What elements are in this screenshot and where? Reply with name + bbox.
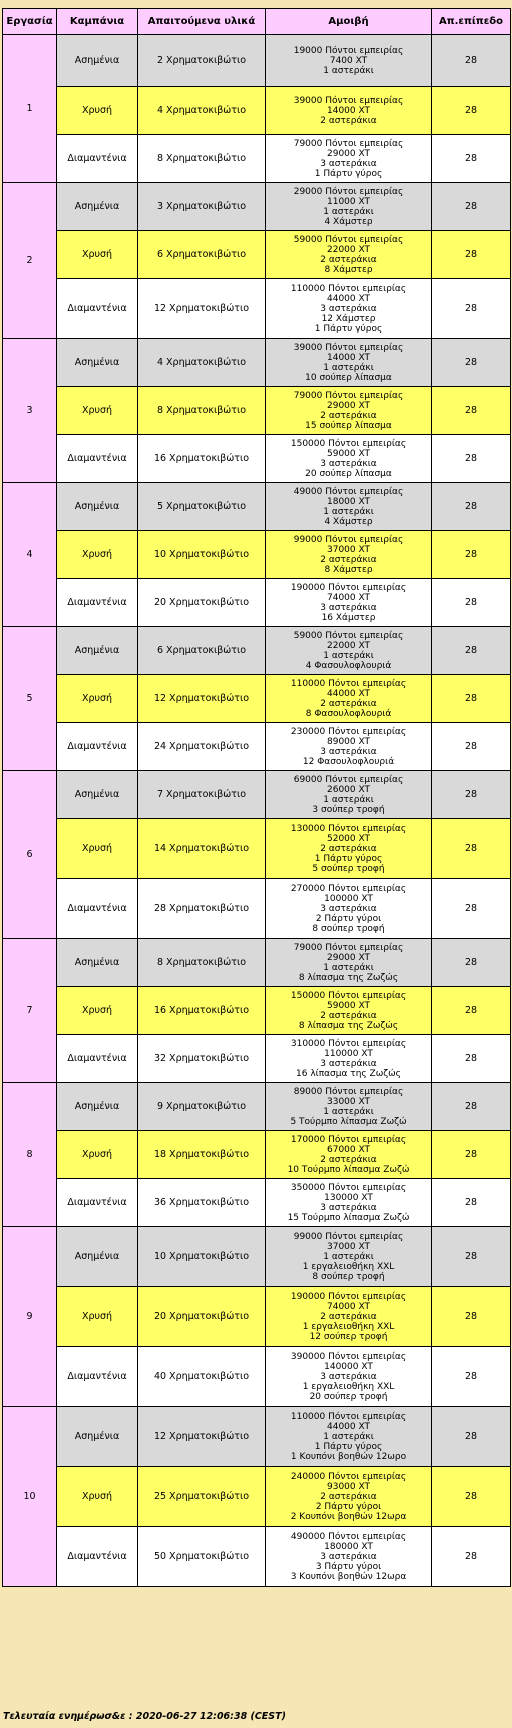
table-row	[3, 579, 511, 627]
campaign-cell: Ασημένια	[57, 183, 138, 231]
reward-line: 3 Κουπόνι βοηθών 12ωρα	[290, 1571, 407, 1582]
header-materials: Απαιτούμενα υλικά	[138, 9, 266, 35]
materials-cell: 6 Χρηματοκιβώτιο	[138, 627, 266, 675]
materials-cell: 12 Χρηματοκιβώτιο	[138, 279, 266, 339]
level-cell: 28	[432, 231, 511, 279]
reward-line: 180000 XT	[324, 1541, 373, 1552]
campaign-cell: Χρυσή	[57, 231, 138, 279]
reward-line: 3 αστεράκια	[320, 746, 377, 757]
materials-cell: 8 Χρηματοκιβώτιο	[138, 387, 266, 435]
materials-cell: 50 Χρηματοκιβώτιο	[138, 1527, 266, 1587]
reward-line: 99000 Πόντοι εμπειρίας	[293, 534, 404, 545]
reward-line: 1 αστεράκι	[323, 362, 374, 373]
reward-line: 59000 Πόντοι εμπειρίας	[293, 630, 404, 641]
table-header-row	[3, 9, 511, 35]
level-cell: 28	[432, 183, 511, 231]
campaign-cell: Ασημένια	[57, 1083, 138, 1131]
reward-line: 140000 XT	[324, 1361, 373, 1372]
reward-line: 74000 XT	[327, 592, 370, 603]
table-row	[3, 939, 511, 987]
reward-line: 3 αστεράκια	[320, 158, 377, 169]
reward-cell	[266, 87, 432, 135]
reward-line: 310000 Πόντοι εμπειρίας	[290, 1038, 407, 1049]
level-cell: 28	[432, 819, 511, 879]
reward-line: 1 Πάρτυ γύρος	[314, 323, 383, 334]
header-task: Εργασία	[3, 9, 57, 35]
reward-cell	[266, 1131, 432, 1179]
materials-cell: 2 Χρηματοκιβώτιο	[138, 35, 266, 87]
reward-line: 3 αστεράκια	[320, 303, 377, 314]
reward-line: 2 αστεράκια	[320, 843, 377, 854]
reward-line: 490000 Πόντοι εμπειρίας	[290, 1531, 407, 1542]
reward-line: 10 Τούρμπο λίπασμα Ζωζώ	[287, 1164, 410, 1175]
materials-cell: 4 Χρηματοκιβώτιο	[138, 339, 266, 387]
campaign-table	[2, 8, 511, 1587]
reward-line: 8 σούπερ τροφή	[312, 923, 385, 934]
materials-cell: 14 Χρηματοκιβώτιο	[138, 819, 266, 879]
reward-line: 2 αστεράκια	[320, 410, 377, 421]
campaign-cell: Χρυσή	[57, 1131, 138, 1179]
reward-line: 1 αστεράκι	[323, 65, 374, 76]
reward-line: 59000 XT	[327, 1000, 370, 1011]
table-row	[3, 135, 511, 183]
table-row	[3, 35, 511, 87]
task-number: 3	[3, 339, 57, 483]
reward-line: 1 αστεράκι	[323, 650, 374, 661]
reward-line: 39000 Πόντοι εμπειρίας	[293, 95, 404, 106]
reward-line: 44000 XT	[327, 1421, 370, 1432]
reward-cell	[266, 723, 432, 771]
reward-cell	[266, 579, 432, 627]
reward-cell	[266, 231, 432, 279]
reward-line: 2 αστεράκια	[320, 698, 377, 709]
reward-line: 93000 XT	[327, 1481, 370, 1492]
reward-line: 1 εργαλειοθήκη XXL	[302, 1321, 395, 1332]
table-row	[3, 1407, 511, 1467]
reward-line: 1 εργαλειοθήκη XXL	[302, 1381, 395, 1392]
level-cell: 28	[432, 279, 511, 339]
campaign-cell: Διαμαντένια	[57, 135, 138, 183]
reward-line: 8 λίπασμα της Ζωζώς	[298, 972, 399, 983]
reward-line: 33000 XT	[327, 1096, 370, 1107]
materials-cell: 24 Χρηματοκιβώτιο	[138, 723, 266, 771]
table-row	[3, 879, 511, 939]
reward-line: 44000 XT	[327, 688, 370, 699]
reward-cell	[266, 339, 432, 387]
materials-cell: 36 Χρηματοκιβώτιο	[138, 1179, 266, 1227]
level-cell: 28	[432, 1287, 511, 1347]
reward-line: 2 αστεράκια	[320, 1010, 377, 1021]
reward-line: 7400 XT	[329, 55, 368, 66]
level-cell: 28	[432, 1347, 511, 1407]
reward-line: 18000 XT	[327, 496, 370, 507]
reward-line: 79000 Πόντοι εμπειρίας	[293, 138, 404, 149]
materials-cell: 8 Χρηματοκιβώτιο	[138, 135, 266, 183]
reward-line: 8 Φασουλοφλουριά	[305, 708, 392, 719]
reward-line: 3 αστεράκια	[320, 458, 377, 469]
reward-line: 8 λίπασμα της Ζωζώς	[298, 1020, 399, 1031]
campaign-cell: Διαμαντένια	[57, 1347, 138, 1407]
level-cell: 28	[432, 627, 511, 675]
level-cell: 28	[432, 339, 511, 387]
reward-line: 15 Τούρμπο λίπασμα Ζωζώ	[287, 1212, 410, 1223]
reward-line: 44000 XT	[327, 293, 370, 304]
reward-line: 110000 XT	[324, 1048, 373, 1059]
table-row	[3, 279, 511, 339]
level-cell: 28	[432, 1179, 511, 1227]
task-number: 5	[3, 627, 57, 771]
reward-line: 130000 Πόντοι εμπειρίας	[290, 823, 407, 834]
reward-line: 10 σούπερ λίπασμα	[305, 372, 392, 383]
materials-cell: 20 Χρηματοκιβώτιο	[138, 1287, 266, 1347]
reward-line: 22000 XT	[327, 640, 370, 651]
campaign-cell: Διαμαντένια	[57, 723, 138, 771]
reward-cell	[266, 1227, 432, 1287]
campaign-cell: Διαμαντένια	[57, 1179, 138, 1227]
reward-line: 4 Φασουλοφλουριά	[305, 660, 392, 671]
task-number: 6	[3, 771, 57, 939]
reward-line: 1 Κουπόνι βοηθών 12ωρο	[290, 1451, 407, 1462]
table-row	[3, 339, 511, 387]
reward-line: 2 αστεράκια	[320, 1491, 377, 1502]
level-cell: 28	[432, 771, 511, 819]
reward-line: 8 σούπερ τροφή	[312, 1271, 385, 1282]
reward-line: 2 Κουπόνι βοηθών 12ωρα	[290, 1511, 407, 1522]
reward-line: 52000 XT	[327, 833, 370, 844]
reward-line: 170000 Πόντοι εμπειρίας	[290, 1134, 407, 1145]
reward-line: 89000 Πόντοι εμπειρίας	[293, 1086, 404, 1097]
campaign-cell: Χρυσή	[57, 1287, 138, 1347]
header-campaign: Καμπάνια	[57, 9, 138, 35]
campaign-cell: Ασημένια	[57, 339, 138, 387]
materials-cell: 18 Χρηματοκιβώτιο	[138, 1131, 266, 1179]
reward-line: 74000 XT	[327, 1301, 370, 1312]
reward-line: 14000 XT	[327, 105, 370, 116]
materials-cell: 6 Χρηματοκιβώτιο	[138, 231, 266, 279]
reward-line: 19000 Πόντοι εμπειρίας	[293, 45, 404, 56]
campaign-cell: Διαμαντένια	[57, 435, 138, 483]
reward-cell	[266, 1347, 432, 1407]
level-cell: 28	[432, 35, 511, 87]
level-cell: 28	[432, 387, 511, 435]
reward-cell	[266, 1287, 432, 1347]
reward-line: 5 σούπερ τροφή	[312, 863, 385, 874]
reward-line: 16 λίπασμα της Ζωζώς	[296, 1068, 401, 1079]
level-cell: 28	[432, 879, 511, 939]
level-cell: 28	[432, 987, 511, 1035]
reward-line: 11000 XT	[327, 196, 370, 207]
reward-cell	[266, 771, 432, 819]
reward-line: 3 αστεράκια	[320, 1371, 377, 1382]
reward-cell	[266, 1527, 432, 1587]
reward-line: 100000 XT	[324, 893, 373, 904]
table-body	[3, 35, 511, 1587]
reward-line: 1 αστεράκι	[323, 794, 374, 805]
table-row	[3, 1527, 511, 1587]
materials-cell: 12 Χρηματοκιβώτιο	[138, 1407, 266, 1467]
reward-line: 1 Πάρτυ γύρος	[314, 1441, 383, 1452]
materials-cell: 40 Χρηματοκιβώτιο	[138, 1347, 266, 1407]
campaign-cell: Ασημένια	[57, 1227, 138, 1287]
task-number: 1	[3, 35, 57, 183]
last-updated: Τελευταία ενημέρωσ&ε : 2020-06-27 12:06:38 (CEST)	[3, 1711, 286, 1722]
level-cell: 28	[432, 1407, 511, 1467]
level-cell: 28	[432, 579, 511, 627]
reward-cell	[266, 879, 432, 939]
materials-cell: 12 Χρηματοκιβώτιο	[138, 675, 266, 723]
reward-line: 4 Χάμστερ	[324, 516, 373, 527]
campaign-cell: Χρυσή	[57, 819, 138, 879]
level-cell: 28	[432, 1083, 511, 1131]
level-cell: 28	[432, 723, 511, 771]
materials-cell: 9 Χρηματοκιβώτιο	[138, 1083, 266, 1131]
campaign-cell: Χρυσή	[57, 987, 138, 1035]
task-number: 9	[3, 1227, 57, 1407]
reward-line: 1 αστεράκι	[323, 506, 374, 517]
level-cell: 28	[432, 87, 511, 135]
table-row	[3, 231, 511, 279]
campaign-cell: Διαμαντένια	[57, 279, 138, 339]
reward-line: 2 αστεράκια	[320, 1154, 377, 1165]
campaign-cell: Ασημένια	[57, 483, 138, 531]
reward-line: 69000 Πόντοι εμπειρίας	[293, 774, 404, 785]
campaign-cell: Διαμαντένια	[57, 879, 138, 939]
reward-cell	[266, 987, 432, 1035]
reward-line: 20 σούπερ τροφή	[309, 1391, 388, 1402]
reward-line: 37000 XT	[327, 1241, 370, 1252]
reward-line: 1 αστεράκι	[323, 1106, 374, 1117]
materials-cell: 3 Χρηματοκιβώτιο	[138, 183, 266, 231]
reward-line: 110000 Πόντοι εμπειρίας	[290, 678, 407, 689]
reward-line: 230000 Πόντοι εμπειρίας	[290, 726, 407, 737]
reward-line: 3 αστεράκια	[320, 1202, 377, 1213]
reward-line: 22000 XT	[327, 244, 370, 255]
table-row	[3, 1035, 511, 1083]
reward-cell	[266, 939, 432, 987]
reward-line: 350000 Πόντοι εμπειρίας	[290, 1182, 407, 1193]
reward-line: 16 Χάμστερ	[321, 612, 376, 623]
reward-line: 3 αστεράκια	[320, 1058, 377, 1069]
table-row	[3, 987, 511, 1035]
task-number: 2	[3, 183, 57, 339]
table-row	[3, 1227, 511, 1287]
table-row	[3, 675, 511, 723]
reward-line: 59000 Πόντοι εμπειρίας	[293, 234, 404, 245]
reward-line: 8 Χάμστερ	[324, 564, 373, 575]
reward-line: 110000 Πόντοι εμπειρίας	[290, 1411, 407, 1422]
reward-line: 59000 XT	[327, 448, 370, 459]
reward-line: 79000 Πόντοι εμπειρίας	[293, 390, 404, 401]
reward-cell	[266, 1467, 432, 1527]
reward-line: 29000 Πόντοι εμπειρίας	[293, 186, 404, 197]
task-number: 8	[3, 1083, 57, 1227]
reward-line: 390000 Πόντοι εμπειρίας	[290, 1351, 407, 1362]
level-cell: 28	[432, 483, 511, 531]
materials-cell: 16 Χρηματοκιβώτιο	[138, 435, 266, 483]
table-row	[3, 483, 511, 531]
reward-line: 3 Πάρτυ γύροι	[315, 1561, 382, 1572]
reward-cell	[266, 35, 432, 87]
reward-line: 67000 XT	[327, 1144, 370, 1155]
reward-line: 1 αστεράκι	[323, 962, 374, 973]
table-row	[3, 627, 511, 675]
materials-cell: 20 Χρηματοκιβώτιο	[138, 579, 266, 627]
reward-line: 14000 XT	[327, 352, 370, 363]
reward-line: 190000 Πόντοι εμπειρίας	[290, 1291, 407, 1302]
reward-cell	[266, 1407, 432, 1467]
reward-line: 12 σούπερ τροφή	[309, 1331, 388, 1342]
table-row	[3, 1179, 511, 1227]
reward-cell	[266, 675, 432, 723]
materials-cell: 28 Χρηματοκιβώτιο	[138, 879, 266, 939]
header-reward: Αμοιβή	[266, 9, 432, 35]
level-cell: 28	[432, 1227, 511, 1287]
campaign-cell: Χρυσή	[57, 531, 138, 579]
campaign-cell: Ασημένια	[57, 35, 138, 87]
reward-line: 1 αστεράκι	[323, 206, 374, 217]
reward-line: 8 Χάμστερ	[324, 264, 373, 275]
campaign-cell: Ασημένια	[57, 627, 138, 675]
reward-cell	[266, 1035, 432, 1083]
reward-line: 130000 XT	[324, 1192, 373, 1203]
reward-line: 15 σούπερ λίπασμα	[305, 420, 392, 431]
reward-line: 29000 XT	[327, 952, 370, 963]
reward-cell	[266, 819, 432, 879]
level-cell: 28	[432, 1131, 511, 1179]
reward-line: 99000 Πόντοι εμπειρίας	[293, 1231, 404, 1242]
level-cell: 28	[432, 1467, 511, 1527]
reward-line: 190000 Πόντοι εμπειρίας	[290, 582, 407, 593]
reward-cell	[266, 483, 432, 531]
level-cell: 28	[432, 135, 511, 183]
reward-cell	[266, 627, 432, 675]
reward-cell	[266, 1179, 432, 1227]
table-row	[3, 435, 511, 483]
reward-cell	[266, 183, 432, 231]
reward-line: 240000 Πόντοι εμπειρίας	[290, 1471, 407, 1482]
table-row	[3, 531, 511, 579]
reward-line: 37000 XT	[327, 544, 370, 555]
task-number: 4	[3, 483, 57, 627]
table-row	[3, 1131, 511, 1179]
campaign-cell: Ασημένια	[57, 939, 138, 987]
reward-cell	[266, 387, 432, 435]
campaign-cell: Χρυσή	[57, 1467, 138, 1527]
campaign-cell: Χρυσή	[57, 675, 138, 723]
level-cell: 28	[432, 1527, 511, 1587]
reward-cell	[266, 531, 432, 579]
reward-line: 3 αστεράκια	[320, 1551, 377, 1562]
campaign-cell: Διαμαντένια	[57, 1035, 138, 1083]
level-cell: 28	[432, 675, 511, 723]
task-number: 10	[3, 1407, 57, 1587]
reward-line: 1 Πάρτυ γύρος	[314, 168, 383, 179]
table-row	[3, 387, 511, 435]
reward-cell	[266, 435, 432, 483]
reward-line: 89000 XT	[327, 736, 370, 747]
level-cell: 28	[432, 531, 511, 579]
reward-line: 270000 Πόντοι εμπειρίας	[290, 883, 407, 894]
materials-cell: 10 Χρηματοκιβώτιο	[138, 531, 266, 579]
reward-line: 79000 Πόντοι εμπειρίας	[293, 942, 404, 953]
table-row	[3, 723, 511, 771]
reward-line: 2 αστεράκια	[320, 115, 377, 126]
reward-line: 49000 Πόντοι εμπειρίας	[293, 486, 404, 497]
table-row	[3, 819, 511, 879]
table-row	[3, 87, 511, 135]
campaign-cell: Ασημένια	[57, 771, 138, 819]
reward-line: 5 Τούρμπο λίπασμα Ζωζώ	[290, 1116, 407, 1127]
materials-cell: 10 Χρηματοκιβώτιο	[138, 1227, 266, 1287]
task-number: 7	[3, 939, 57, 1083]
reward-cell	[266, 1083, 432, 1131]
reward-line: 29000 XT	[327, 400, 370, 411]
reward-line: 20 σούπερ λίπασμα	[305, 468, 392, 479]
campaign-cell: Ασημένια	[57, 1407, 138, 1467]
table-row	[3, 183, 511, 231]
table-row	[3, 1083, 511, 1131]
header-level: Απ.επίπεδο	[432, 9, 511, 35]
level-cell: 28	[432, 1035, 511, 1083]
materials-cell: 32 Χρηματοκιβώτιο	[138, 1035, 266, 1083]
level-cell: 28	[432, 435, 511, 483]
reward-cell	[266, 279, 432, 339]
materials-cell: 5 Χρηματοκιβώτιο	[138, 483, 266, 531]
materials-cell: 16 Χρηματοκιβώτιο	[138, 987, 266, 1035]
campaign-cell: Χρυσή	[57, 387, 138, 435]
campaign-cell: Διαμαντένια	[57, 1527, 138, 1587]
reward-line: 12 Φασουλοφλουριά	[302, 756, 395, 767]
reward-line: 3 αστεράκια	[320, 602, 377, 613]
reward-line: 150000 Πόντοι εμπειρίας	[290, 438, 407, 449]
reward-line: 3 σούπερ τροφή	[312, 804, 385, 815]
table-row	[3, 1287, 511, 1347]
reward-cell	[266, 135, 432, 183]
reward-line: 2 αστεράκια	[320, 1311, 377, 1322]
reward-line: 1 αστεράκι	[323, 1431, 374, 1442]
reward-line: 2 Πάρτυ γύροι	[315, 913, 382, 924]
reward-line: 2 αστεράκια	[320, 554, 377, 565]
reward-line: 1 αστεράκι	[323, 1251, 374, 1262]
reward-line: 29000 XT	[327, 148, 370, 159]
table-row	[3, 1467, 511, 1527]
campaign-cell: Χρυσή	[57, 87, 138, 135]
reward-line: 2 Πάρτυ γύροι	[315, 1501, 382, 1512]
reward-line: 1 Πάρτυ γύρος	[314, 853, 383, 864]
materials-cell: 8 Χρηματοκιβώτιο	[138, 939, 266, 987]
materials-cell: 7 Χρηματοκιβώτιο	[138, 771, 266, 819]
reward-line: 1 εργαλειοθήκη XXL	[302, 1261, 395, 1272]
materials-cell: 25 Χρηματοκιβώτιο	[138, 1467, 266, 1527]
campaign-cell: Διαμαντένια	[57, 579, 138, 627]
materials-cell: 4 Χρηματοκιβώτιο	[138, 87, 266, 135]
level-cell: 28	[432, 939, 511, 987]
reward-line: 4 Χάμστερ	[324, 216, 373, 227]
reward-line: 26000 XT	[327, 784, 370, 795]
table-row	[3, 1347, 511, 1407]
reward-line: 39000 Πόντοι εμπειρίας	[293, 342, 404, 353]
reward-line: 150000 Πόντοι εμπειρίας	[290, 990, 407, 1001]
reward-line: 12 Χάμστερ	[321, 313, 376, 324]
reward-line: 2 αστεράκια	[320, 254, 377, 265]
table-row	[3, 771, 511, 819]
reward-line: 3 αστεράκια	[320, 903, 377, 914]
reward-line: 110000 Πόντοι εμπειρίας	[290, 283, 407, 294]
